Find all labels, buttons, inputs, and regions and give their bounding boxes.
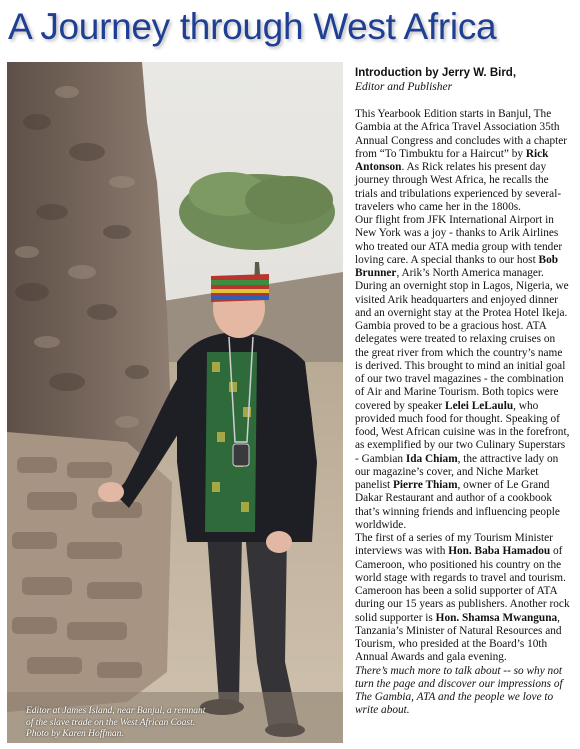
text-run: Gambia proved to be a gracious host. ATA delegates were treated to relaxing cruises on the great river from which the country’s name is derived. This brought to mind an initial goal of our two travel magazines - the combination of Air and Marine Tourism. Both topics were covered by speaker — [355, 320, 566, 412]
intro-byline: Introduction by Jerry W. Bird, — [355, 67, 517, 79]
page-title: A Journey through West Africa — [8, 6, 497, 47]
bold-name: Hon. Shamsa Mwanguna — [435, 611, 558, 624]
bold-name: Ida Chiam — [405, 452, 458, 465]
text-run: , who provided much food for thought. Speaking of food, West African cuisine was in the forefront, as exemplified by our two Culinary Superstars - Gambian — [355, 399, 570, 465]
text-run: of Cameroon, who positioned his country on the world stage with regards to travel and tourism. Cameroon has been a solid supporter of ATA during our 15 years as publishers. Another rock solid supporter is — [355, 545, 570, 624]
author-role: Editor and Publisher — [355, 81, 453, 93]
bold-name: Lelei LeLaulu — [445, 399, 514, 412]
text-run: , owner of Le Grand Dakar Restaurant and author of a cookbook that’s winning friends and influencing people worldwide. — [355, 479, 560, 531]
feature-photo — [7, 62, 343, 743]
caption-line: Editor at James Island, near Banjul, a remnant — [26, 706, 206, 716]
closing-paragraph: There’s much more to talk about -- so why not turn the page and discover our impressions of The Gambia, ATA and the people we love to write about. — [355, 664, 563, 717]
text-run: , Tanzania’s Minister of Natural Resources and Tourism, who presided at the Board’s 10th Annual Awards and gala evening. — [355, 611, 562, 664]
paragraph — [355, 214, 570, 320]
bold-name: Rick Antonson — [355, 147, 549, 173]
photo-caption — [26, 706, 256, 741]
caption-line: of the slave trade on the West African Coast. — [26, 717, 196, 728]
text-run: Our flight from JFK International Airport in New York was a joy - thanks to Arik Airlines who treated our ATA media group with tender loving care. A special thanks to our host — [355, 214, 563, 266]
bold-name: Bob Brunner — [355, 253, 559, 279]
caption-line: Photo by Karen Hoffman. — [26, 729, 124, 739]
text-run: , Arik’s North America manager. During an overnight stop in Lagos, Nigeria, we visited Arik headquarters and enjoyed dinner and an overnight stay at the Protea Hotel Ikeja. — [355, 267, 569, 319]
paragraph — [355, 532, 570, 665]
text-run: . As Rick relates his present day journey through West Africa, he recalls the trials and tribulations experienced by several-travelers who came her in the 1800s. — [355, 161, 562, 213]
paragraph — [355, 108, 570, 214]
text-run: The first of a series of my Tourism Minister interviews was with — [355, 532, 553, 558]
paragraph — [355, 320, 570, 532]
text-run: , the attractive lady on our magazine’s cover, and Niche Market panelist — [355, 452, 559, 491]
bold-name: Pierre Thiam — [392, 479, 458, 491]
bold-name: Hon. Baba Hamadou — [448, 545, 551, 558]
editorial-column — [355, 66, 570, 718]
text-run: This Yearbook Edition starts in Banjul, The Gambia at the Africa Travel Association 35th Annual Congress and concludes with a chapter from “To Timbuktu for a Haircut” by — [355, 108, 568, 160]
